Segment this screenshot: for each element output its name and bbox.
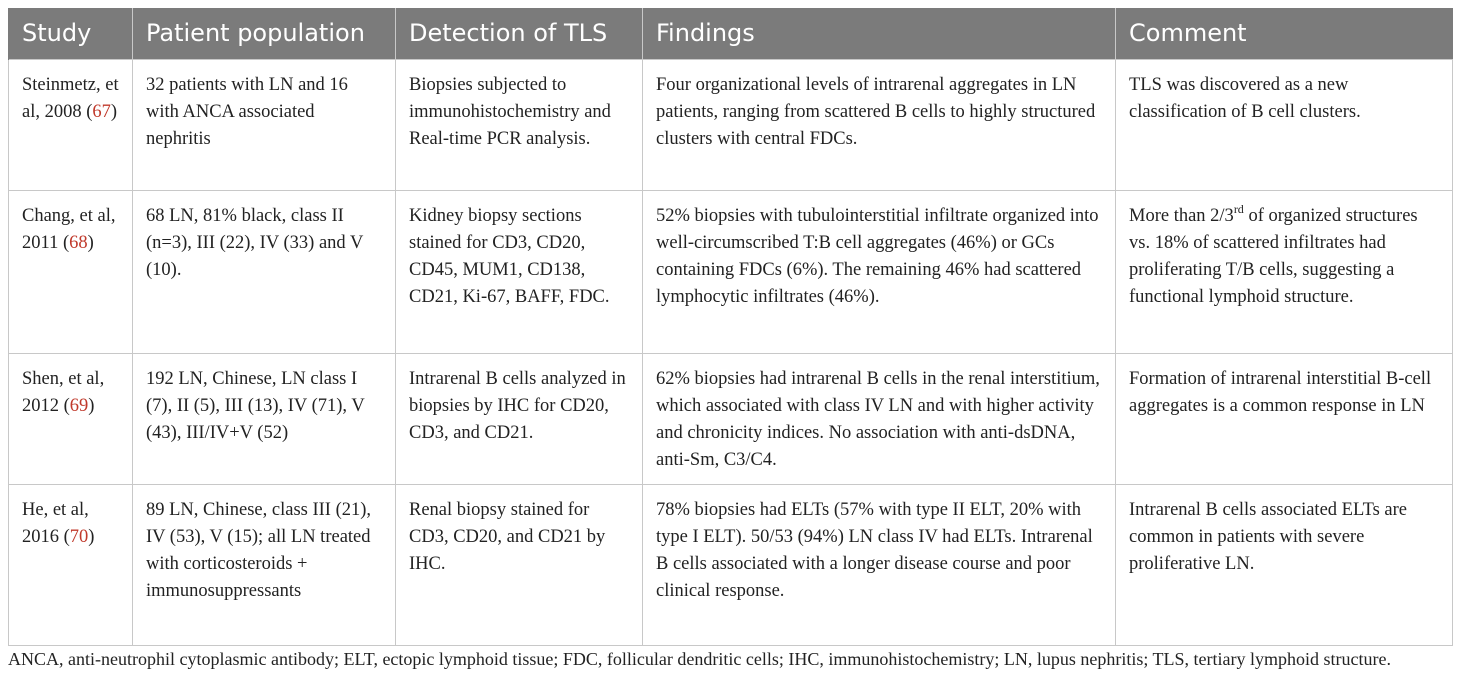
study-cell: Shen, et al, 2012 (69): [9, 354, 133, 485]
table-footnote: ANCA, anti-neutrophil cytoplasmic antibody; ELT, ectopic lymphoid tissue; FDC, follicular dendritic cells; IHC, immunohistochemistry; LN, lupus nephritis; TLS, tertiary lymphoid structure.: [8, 649, 1391, 669]
study-cell: Steinmetz, et al, 2008 (67): [9, 60, 133, 191]
table-row: [9, 191, 1453, 354]
header-findings: Findings: [643, 8, 1116, 60]
detection-cell: Biopsies subjected to immunohistochemistry and Real-time PCR analysis.: [396, 60, 643, 191]
population-cell: 32 patients with LN and 16 with ANCA associated nephritis: [133, 60, 396, 191]
detection-cell: Renal biopsy stained for CD3, CD20, and CD21 by IHC.: [396, 485, 643, 646]
header-comment: Comment: [1116, 8, 1453, 60]
header-patient-population: Patient population: [133, 8, 396, 60]
tls-studies-table: [8, 8, 1453, 646]
population-cell: 192 LN, Chinese, LN class I (7), II (5), III (13), IV (71), V (43), III/IV+V (52): [133, 354, 396, 485]
reference-link[interactable]: 70: [69, 527, 89, 547]
detection-cell: Kidney biopsy sections stained for CD3, CD20, CD45, MUM1, CD138, CD21, Ki-67, BAFF, FDC.: [396, 191, 643, 354]
reference-link[interactable]: 69: [69, 396, 89, 416]
reference-link[interactable]: 68: [69, 233, 88, 253]
header-detection-of-tls: Detection of TLS: [396, 8, 643, 60]
population-cell: 89 LN, Chinese, class III (21), IV (53), V (15); all LN treated with corticosteroids + immunosuppressants: [133, 485, 396, 646]
table-row: [9, 354, 1453, 485]
findings-cell: 52% biopsies with tubulointerstitial infiltrate organized into well-circumscribed T:B cell aggregates (46%) or GCs containing FDCs (6%). The remaining 46% had scattered lymphocytic infiltrates (46%).: [643, 191, 1116, 354]
comment-cell: Formation of intrarenal interstitial B-cell aggregates is a common response in LN: [1116, 354, 1453, 485]
detection-cell: Intrarenal B cells analyzed in biopsies by IHC for CD20, CD3, and CD21.: [396, 354, 643, 485]
table-row: [9, 485, 1453, 646]
reference-link[interactable]: 67: [92, 102, 111, 122]
findings-cell: 62% biopsies had intrarenal B cells in the renal interstitium, which associated with class IV LN and with higher activity and chronicity indices. No association with anti-dsDNA, anti-Sm, C3/C4.: [643, 354, 1116, 485]
header-study: Study: [9, 8, 133, 60]
study-cell: He, et al, 2016 (70): [9, 485, 133, 646]
findings-cell: Four organizational levels of intrarenal aggregates in LN patients, ranging from scattered B cells to highly structured clusters with central FDCs.: [643, 60, 1116, 191]
findings-cell: 78% biopsies had ELTs (57% with type II ELT, 20% with type I ELT). 50/53 (94%) LN class IV had ELTs. Intrarenal B cells associated with a longer disease course and poor clinical response.: [643, 485, 1116, 646]
header-row: [9, 8, 1453, 60]
comment-cell: TLS was discovered as a new classification of B cell clusters.: [1116, 60, 1453, 191]
table-row: [9, 60, 1453, 191]
population-cell: 68 LN, 81% black, class II (n=3), III (22), IV (33) and V (10).: [133, 191, 396, 354]
comment-cell: More than 2/3rd of organized structures vs. 18% of scattered infiltrates had proliferating T/B cells, suggesting a functional lymphoid structure.: [1116, 191, 1453, 354]
study-cell: Chang, et al, 2011 (68): [9, 191, 133, 354]
comment-cell: Intrarenal B cells associated ELTs are common in patients with severe proliferative LN.: [1116, 485, 1453, 646]
